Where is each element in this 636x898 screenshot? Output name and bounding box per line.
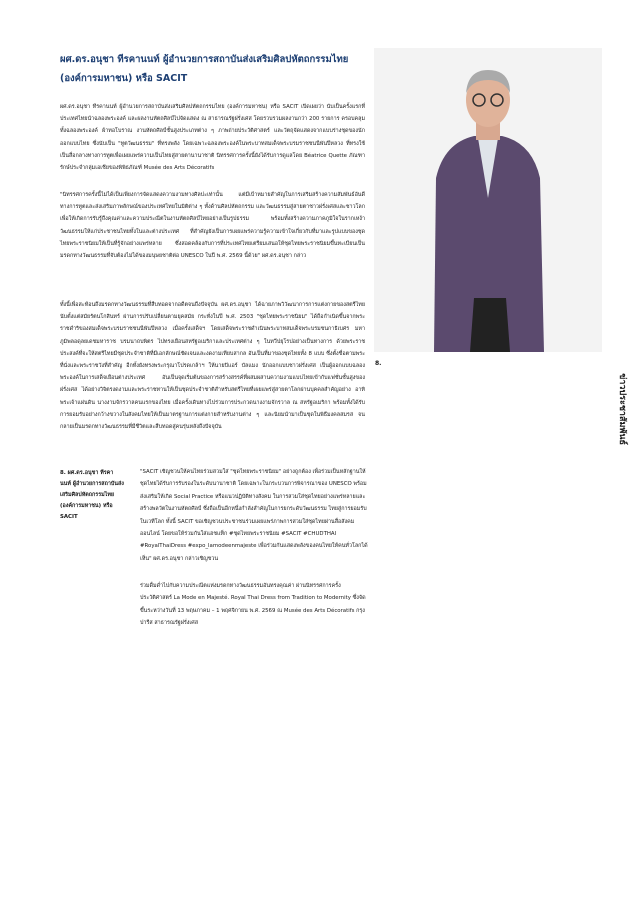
photo-caption: 8. <box>375 360 382 367</box>
section-label: ข่าวประชาสัมพันธ์ <box>617 373 627 445</box>
portrait-photo <box>374 48 602 352</box>
paragraph-1: ผศ.ดร.อนุชา ทีรคานนท์ ผู้อำนวยการสถาบันส่งเสริมศิลปหัตถกรรมไทย (องค์การมหาชน) หรือ SACIT เปิดเผยว่า นับเป็นครั้งแรกที่ประเทศไทยนำฉลองพระองค์ และผลงานหัตถศิลป์ไปจัดแสดง ณ สาธารณรัฐฝรั่งเศส โดยรวบรวมผลงานกว่า 200 รายการ ครอบคลุมทั้งฉลองพระองค์ ผ้าทอโบราณ งานหัตถศิลป์ชั้นสูงประเภทต่าง ๆ ภาพถ่ายประวัติศาสตร์ และวัตถุจัดแสดงจากแบบร่างชุดของนักออกแบบไทย ซึ่งนับเป็น "ทูตวัฒนธรรม" ที่ทรงพลัง โดยเฉพาะฉลองพระองค์ในพระบาทสมเด็จพระบรมราชชนนีพันปีหลวง ที่ทรงใช้เป็นสื่อกลางทางการทูตเพื่อเผยแพร่ความเป็นไทยสู่สายตานานาชาติ นิทรรศการครั้งนี้ยังได้รับการดูแลโดย Béatrice Quette ภัณฑารักษ์ประจำกลุ่มเอเชียของพิพิธภัณฑ์ Musée des Arts Décoratifs <box>60 104 365 172</box>
paragraph-4: "SACIT เชิญชวนให้คนไทยร่วมสวมใส่ "ชุดไทยพระราชนิยม" อย่างถูกต้อง เพื่อร่วมเป็นหลักฐานให้ชุดไทยได้รับการรับรองในระดับนานาชาติ โดยเฉพาะในกระบวนการพิจารณาของ UNESCO พร้อมส่งเสริมให้เกิด Social Practice หรือแนวปฏิบัติทางสังคม ในการสวมใส่ชุดไทยอย่างแพร่หลายและสร้างพลวัตในงานหัตถศิลป์ ซึ่งถือเป็นอีกหนึ่งกำลังสำคัญในการยกระดับวัฒนธรรม ไทยสู่การยอมรับในเวทีโลก ทั้งนี้ SACIT ขอเชิญชวนประชาชนร่วมเผยแพร่ภาพการสวมใส่ชุดไทยผ่านสื่อสังคมออนไลน์ โดยขอให้ร่วมกันใส่แฮชแท็ก #ชุดไทยพระราชนิยม #SACIT #CHUDTHAI #RoyalThaiDress #expo_lamodeenmajeste เพื่อร่วมกันแสดงพลังของคนไทยให้คนทั่วโลกได้เห็น" ผศ.ดร.อนุชา กล่าวเชิญชวน <box>140 469 368 562</box>
paragraph-5: ร่วมดื่มด่ำไปกับความประณีตแห่งมรดกทางวัฒนธรรมอันทรงคุณค่า ผ่านนิทรรศการครั้งประวัติศาสตร์ La Mode en Majesté. Royal Thai Dress from Tradition to Modernity ซึ่งจัดขึ้นระหว่างวันที่ 13 พฤษภาคม – 1 พฤศจิกายน พ.ศ. 2569 ณ Musée des Arts Décoratifs กรุงปารีส สาธารณรัฐฝรั่งเศส <box>140 583 366 627</box>
paragraph-3: ทั้งนี้เพื่อสะท้อนถึงมรดกทางวัฒนธรรมที่สืบทอดจากอดีตจนถึงปัจจุบัน ผศ.ดร.อนุชา ได้ฉายภาพวิวัฒนาการการแต่งกายของสตรีไทยนับตั้งแต่สมัยรัตนโกสินทร์ ผ่านการปรับเปลี่ยนตามยุคสมัย กระทั่งในปี พ.ศ. 2503 "ชุดไทยพระราชนิยม" ได้ถือกำเนิดขึ้นจากพระราชดำริของสมเด็จพระบรมราชชนนีพันปีหลวง เมื่อครั้งเสด็จฯ โดยเสด็จพระราชดำเนินพระบาทสมเด็จพระบรมชนกาธิเบศร มหาภูมิพลอดุลยเดชมหาราช บรมนาถบพิตร ไปทรงเยือนสหรัฐอเมริกาและประเทศต่าง ๆ ในทวีปยุโรปอย่างเป็นทางการ ด้วยพระราชประสงค์ที่จะให้สตรีไทยมีชุดประจำชาติที่มีเอกลักษณ์ชัดเจนและงดงามเทียบสากล อันเป็นที่มาของชุดไทยทั้ง 8 แบบ ซึ่งตั้งชื่อตามพระที่นั่งและพระราชวังที่สำคัญ อีกทั้งยังทรงพระกรุณาโปรดเกล้าฯ ให้นายปิแอร์ บัลแมง นักออกแบบชาวฝรั่งเศส เป็นผู้ออกแบบฉลองพระองค์ในการเสด็จเยือนต่างประเทศ อันเป็นจุดเริ่มต้นของการสร้างสรรค์ที่ผสมผสานความงามแบบไทยเข้ากับแฟชั่นชั้นสูงของฝรั่งเศส ได้อย่างวิจิตรงดงามและพระราชทานให้เป็นชุดประจำชาติสำหรับสตรีไทยที่เผยแพร่สู่สายตาโลกผ่านบุคคลสำคัญอย่าง อาทิ พระเจ้าแผ่นดิน นางงามจักรวาลคนแรกของไทย เมื่อครั้งเดินทางไปร่วมการประกวดนางงามจักรวาล ณ สหรัฐอเมริกา พร้อมทั้งได้รับการยอมรับอย่างกว้างขวางในสังคมไทยให้เป็นมาตรฐานการแต่งกายสำหรับงานต่าง ๆ และนิยมนำมาเป็นชุดในพิธีมงคลสมรส จนกลายเป็นมรดกทางวัฒนธรรมที่มีชีวิตและสืบทอดสู่คนรุ่นหลังถึงปัจจุบัน <box>60 302 365 431</box>
page-title: ผศ.ดร.อนุชา ทีรคานนท์ ผู้อำนวยการสถาบันส่งเสริมศิลปหัตถกรรมไทย (องค์การมหาชน) หรือ SACIT <box>60 54 349 84</box>
portrait-illustration <box>374 48 602 352</box>
paragraph-2: "นิทรรศการครั้งนี้ไม่ได้เป็นเพียงการจัดแสดงความงามทางศิลปะเท่านั้น แต่มีเป้าหมายสำคัญในการเสริมสร้างความสัมพันธ์อันดีทางการทูตและส่งเสริมภาพลักษณ์ของประเทศไทยในมิติต่าง ๆ ทั้งด้านศิลปหัตถกรรม และวัฒนธรรมสู่สายตาชาวฝรั่งเศสและชาวโลก เพื่อให้เกิดการรับรู้ถึงคุณค่าและความประณีตในงานหัตถศิลป์ไทยอย่างเป็นรูปธรรม พร้อมทั้งสร้างความภาคภูมิใจในรากเหง้าวัฒนธรรมให้แก่ประชาชนไทยทั้งในและต่างประเทศ ที่สำคัญยังเป็นการเผยแพร่ความรู้ความเข้าใจเกี่ยวกับที่มาและรูปแบบของชุดไทยพระราชนิยมให้เป็นที่รู้จักอย่างแพร่หลาย ซึ่งสอดคล้องกับการที่ประเทศไทยเตรียมเสนอให้ชุดไทยพระราชนิยมขึ้นทะเบียนเป็นมรดกทางวัฒนธรรมที่จับต้องไม่ได้ของมนุษยชาติต่อ UNESCO ในปี พ.ศ. 2569 นี้ด้วย" ผศ.ดร.อนุชา กล่าว <box>60 192 365 260</box>
photo-caption-detail: 8. ผศ.ดร.อนุชา ทีรคานนท์ ผู้อำนวยการสถาบันส่งเสริมศิลปหัตถกรรมไทย (องค์การมหาชน) หรือ SACIT <box>60 470 124 520</box>
